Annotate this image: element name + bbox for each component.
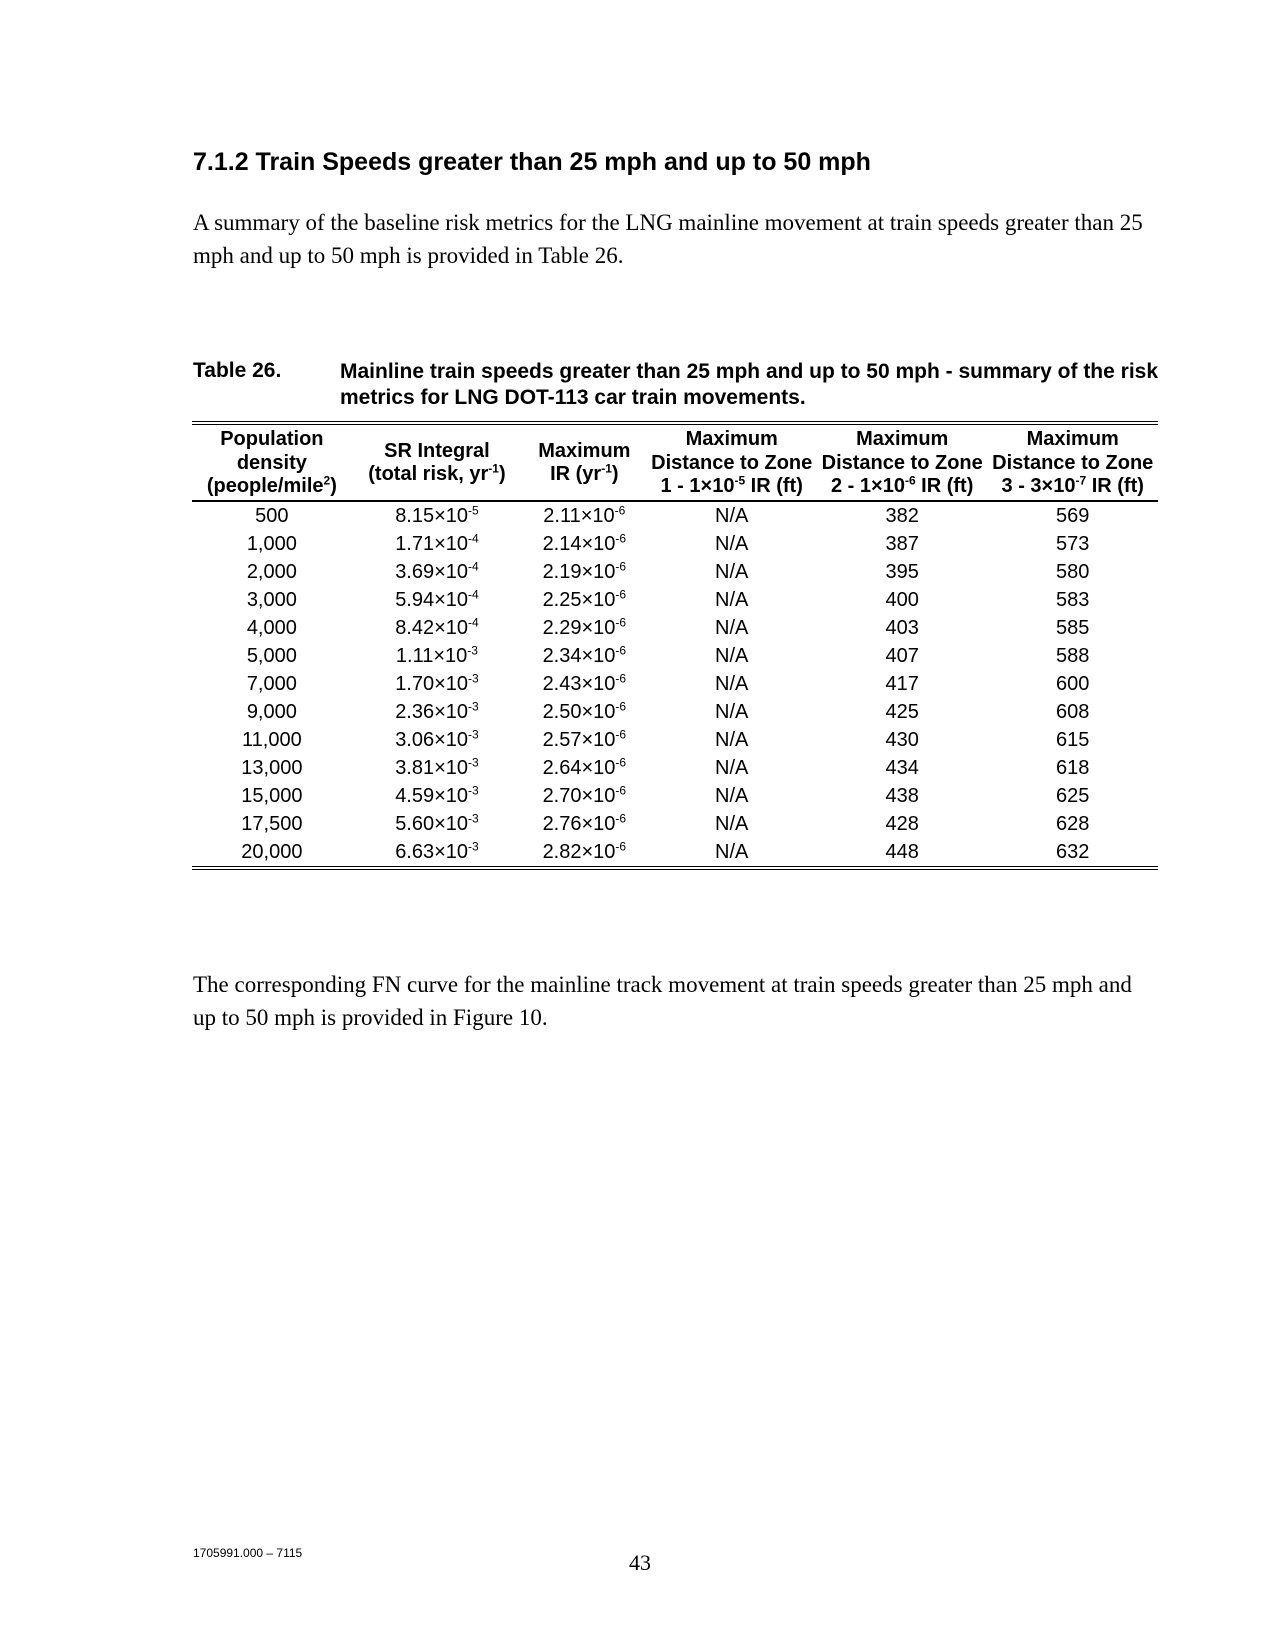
table-row bbox=[192, 810, 1158, 838]
cell-zone-3-distance bbox=[987, 838, 1158, 868]
cell-value: 2.29×10 bbox=[542, 616, 616, 639]
cell-value: 2.19×10 bbox=[542, 560, 616, 583]
cell-zone-2-distance bbox=[817, 782, 988, 810]
cell-exponent: -6 bbox=[615, 726, 627, 741]
cell-value: 3.81×10 bbox=[395, 756, 469, 779]
cell-value: 438 bbox=[885, 784, 919, 807]
cell-value: 2.34×10 bbox=[542, 644, 616, 667]
cell-value: 1,000 bbox=[246, 532, 297, 555]
cell-value: 428 bbox=[885, 812, 919, 835]
cell-value: 434 bbox=[885, 756, 919, 779]
cell-sr-integral bbox=[352, 501, 523, 530]
cell-value: 9,000 bbox=[246, 700, 297, 723]
cell-value: 608 bbox=[1056, 700, 1090, 723]
cell-value: 17,500 bbox=[241, 812, 303, 835]
table-row bbox=[192, 614, 1158, 642]
cell-value: 3.69×10 bbox=[395, 560, 469, 583]
cell-value: N/A bbox=[715, 756, 749, 779]
table-row bbox=[192, 558, 1158, 586]
cell-maximum-ir bbox=[522, 782, 646, 810]
cell-zone-3-distance bbox=[987, 642, 1158, 670]
header-sup: 2 bbox=[323, 473, 331, 488]
cell-value: 600 bbox=[1056, 672, 1090, 695]
header-sup: -6 bbox=[904, 473, 916, 488]
cell-zone-3-distance bbox=[987, 698, 1158, 726]
cell-value: 500 bbox=[255, 504, 289, 527]
header-text-end: IR (ft) bbox=[745, 475, 803, 497]
page-number: 43 bbox=[629, 1550, 651, 1575]
header-text: SR Integral (total risk, yr bbox=[368, 439, 490, 486]
cell-value: 6.63×10 bbox=[395, 840, 469, 863]
cell-value: 2.43×10 bbox=[542, 672, 616, 695]
table-row bbox=[192, 726, 1158, 754]
cell-zone-2-distance bbox=[817, 838, 988, 868]
cell-value: 1.11×10 bbox=[395, 644, 468, 667]
cell-value: 2.57×10 bbox=[542, 728, 616, 751]
cell-value: 20,000 bbox=[241, 840, 303, 863]
cell-exponent: -3 bbox=[468, 754, 479, 769]
cell-value: 625 bbox=[1056, 784, 1090, 807]
cell-zone-3-distance bbox=[987, 782, 1158, 810]
cell-maximum-ir bbox=[522, 754, 646, 782]
cell-value: 2.50×10 bbox=[542, 700, 616, 723]
cell-value: 7,000 bbox=[246, 672, 297, 695]
cell-zone-2-distance bbox=[817, 810, 988, 838]
cell-value: N/A bbox=[715, 840, 749, 863]
cell-value: 2.76×10 bbox=[542, 812, 616, 835]
cell-value: N/A bbox=[715, 644, 749, 667]
cell-zone-2-distance bbox=[817, 698, 988, 726]
col-header-zone-2 bbox=[817, 423, 988, 501]
table-row bbox=[192, 838, 1158, 868]
cell-exponent: -3 bbox=[468, 838, 479, 853]
cell-zone-3-distance bbox=[987, 670, 1158, 698]
header-sup: -5 bbox=[734, 473, 746, 488]
cell-zone-2-distance bbox=[817, 501, 988, 530]
cell-exponent: -3 bbox=[468, 670, 479, 685]
cell-value: 2.25×10 bbox=[542, 588, 616, 611]
cell-zone-2-distance bbox=[817, 754, 988, 782]
cell-sr-integral bbox=[352, 810, 523, 838]
cell-value: 615 bbox=[1056, 728, 1090, 751]
cell-population-density bbox=[192, 530, 352, 558]
table-row bbox=[192, 642, 1158, 670]
cell-zone-2-distance bbox=[817, 642, 988, 670]
cell-maximum-ir bbox=[522, 558, 646, 586]
cell-value: 8.15×10 bbox=[395, 504, 469, 527]
cell-value: 2,000 bbox=[246, 560, 297, 583]
cell-value: 387 bbox=[885, 532, 919, 555]
cell-value: 430 bbox=[885, 728, 919, 751]
cell-zone-1-distance bbox=[646, 838, 817, 868]
cell-zone-2-distance bbox=[817, 558, 988, 586]
col-header-sr-integral bbox=[352, 423, 523, 501]
cell-exponent: -6 bbox=[615, 698, 627, 713]
table-header-row bbox=[192, 423, 1158, 501]
cell-exponent: -6 bbox=[614, 502, 626, 517]
cell-maximum-ir bbox=[522, 614, 646, 642]
cell-exponent: -3 bbox=[468, 698, 479, 713]
cell-value: 628 bbox=[1056, 812, 1090, 835]
header-text-end: ) bbox=[498, 463, 506, 486]
cell-value: 5.94×10 bbox=[395, 588, 469, 611]
cell-value: N/A bbox=[715, 532, 749, 555]
cell-sr-integral bbox=[352, 670, 523, 698]
cell-maximum-ir bbox=[522, 726, 646, 754]
cell-value: 4.59×10 bbox=[395, 784, 469, 807]
cell-zone-1-distance bbox=[646, 754, 817, 782]
cell-sr-integral bbox=[352, 642, 523, 670]
cell-maximum-ir bbox=[522, 810, 646, 838]
cell-exponent: -3 bbox=[468, 810, 479, 825]
cell-population-density bbox=[192, 642, 352, 670]
cell-value: 8.42×10 bbox=[395, 616, 469, 639]
cell-exponent: -6 bbox=[615, 838, 627, 853]
section-heading: 7.1.2 Train Speeds greater than 25 mph and up to 50 mph bbox=[193, 148, 871, 176]
table-caption: Mainline train speeds greater than 25 mph and up to 50 mph - summary of the risk metrics for LNG DOT-113 car train movements. bbox=[340, 360, 1159, 409]
cell-sr-integral bbox=[352, 530, 523, 558]
cell-maximum-ir bbox=[522, 586, 646, 614]
header-sup: -1 bbox=[488, 461, 499, 476]
cell-value: 569 bbox=[1056, 504, 1090, 527]
col-header-maximum-ir bbox=[522, 423, 646, 501]
cell-zone-1-distance bbox=[646, 501, 817, 530]
cell-value: 580 bbox=[1056, 560, 1090, 583]
cell-value: 585 bbox=[1056, 616, 1090, 639]
cell-zone-2-distance bbox=[817, 670, 988, 698]
cell-value: 403 bbox=[885, 616, 919, 639]
cell-value: 1.70×10 bbox=[395, 672, 469, 695]
closing-paragraph: The corresponding FN curve for the mainline track movement at train speeds greater than 25 mph and up to 50 mph is provided in Figure 10. bbox=[193, 972, 1132, 1030]
header-text: Maximum Distance to Zone 2 - 1×10 bbox=[821, 428, 983, 497]
cell-exponent: -6 bbox=[615, 642, 627, 657]
cell-zone-1-distance bbox=[646, 614, 817, 642]
cell-population-density bbox=[192, 838, 352, 868]
cell-maximum-ir bbox=[522, 698, 646, 726]
header-sup: -1 bbox=[601, 461, 612, 476]
cell-exponent: -6 bbox=[615, 614, 627, 629]
cell-zone-2-distance bbox=[817, 530, 988, 558]
cell-population-density bbox=[192, 726, 352, 754]
cell-value: 1.71×10 bbox=[395, 532, 469, 555]
cell-population-density bbox=[192, 754, 352, 782]
cell-value: 588 bbox=[1056, 644, 1090, 667]
cell-exponent: -3 bbox=[467, 642, 478, 657]
col-header-zone-3 bbox=[987, 423, 1158, 501]
cell-value: 632 bbox=[1056, 840, 1090, 863]
cell-value: 400 bbox=[885, 588, 919, 611]
cell-zone-3-distance bbox=[987, 501, 1158, 530]
table-row bbox=[192, 670, 1158, 698]
cell-value: 583 bbox=[1056, 588, 1090, 611]
cell-value: N/A bbox=[715, 588, 749, 611]
cell-exponent: -4 bbox=[468, 586, 479, 601]
cell-zone-3-distance bbox=[987, 754, 1158, 782]
cell-value: 3.06×10 bbox=[395, 728, 469, 751]
cell-population-density bbox=[192, 501, 352, 530]
cell-zone-1-distance bbox=[646, 530, 817, 558]
cell-zone-1-distance bbox=[646, 782, 817, 810]
risk-metrics-table bbox=[192, 421, 1158, 870]
header-text: Maximum Distance to Zone 1 - 1×10 bbox=[651, 428, 813, 497]
cell-zone-2-distance bbox=[817, 726, 988, 754]
cell-value: 11,000 bbox=[242, 728, 302, 751]
cell-value: 448 bbox=[885, 840, 919, 863]
cell-zone-3-distance bbox=[987, 530, 1158, 558]
cell-maximum-ir bbox=[522, 838, 646, 868]
cell-value: N/A bbox=[715, 616, 749, 639]
cell-value: 407 bbox=[885, 644, 919, 667]
cell-value: N/A bbox=[715, 672, 749, 695]
header-text: Maximum IR (yr bbox=[538, 439, 631, 486]
cell-sr-integral bbox=[352, 782, 523, 810]
cell-maximum-ir bbox=[522, 642, 646, 670]
cell-sr-integral bbox=[352, 614, 523, 642]
table-row bbox=[192, 698, 1158, 726]
cell-value: 573 bbox=[1056, 532, 1090, 555]
cell-zone-1-distance bbox=[646, 586, 817, 614]
header-sup: -7 bbox=[1075, 473, 1087, 488]
cell-maximum-ir bbox=[522, 670, 646, 698]
table-row bbox=[192, 586, 1158, 614]
cell-exponent: -3 bbox=[468, 726, 479, 741]
header-text-end: IR (ft) bbox=[915, 475, 974, 497]
cell-value: 2.64×10 bbox=[542, 756, 616, 779]
table-row bbox=[192, 754, 1158, 782]
cell-value: N/A bbox=[715, 700, 749, 723]
cell-population-density bbox=[192, 698, 352, 726]
cell-zone-3-distance bbox=[987, 614, 1158, 642]
cell-exponent: -4 bbox=[468, 530, 479, 545]
cell-value: N/A bbox=[715, 728, 749, 751]
cell-value: N/A bbox=[715, 812, 749, 835]
header-text-end: IR (ft) bbox=[1086, 475, 1144, 497]
cell-sr-integral bbox=[352, 698, 523, 726]
cell-value: 2.11×10 bbox=[543, 504, 615, 527]
cell-population-density bbox=[192, 670, 352, 698]
cell-population-density bbox=[192, 586, 352, 614]
cell-population-density bbox=[192, 558, 352, 586]
document-number: 1705991.000 – 7115 bbox=[193, 1546, 303, 1560]
cell-exponent: -6 bbox=[615, 670, 627, 685]
cell-exponent: -6 bbox=[615, 530, 627, 545]
cell-value: 2.14×10 bbox=[542, 532, 616, 555]
cell-sr-integral bbox=[352, 838, 523, 868]
cell-exponent: -6 bbox=[615, 782, 627, 797]
cell-exponent: -6 bbox=[615, 754, 627, 769]
cell-population-density bbox=[192, 614, 352, 642]
cell-value: 2.82×10 bbox=[542, 840, 616, 863]
cell-sr-integral bbox=[352, 754, 523, 782]
cell-zone-3-distance bbox=[987, 586, 1158, 614]
cell-value: N/A bbox=[715, 784, 749, 807]
cell-zone-2-distance bbox=[817, 586, 988, 614]
cell-zone-1-distance bbox=[646, 670, 817, 698]
cell-value: 2.70×10 bbox=[542, 784, 616, 807]
cell-value: 4,000 bbox=[246, 616, 297, 639]
cell-exponent: -4 bbox=[468, 614, 479, 629]
cell-population-density bbox=[192, 782, 352, 810]
cell-zone-3-distance bbox=[987, 726, 1158, 754]
cell-zone-3-distance bbox=[987, 810, 1158, 838]
table-row bbox=[192, 782, 1158, 810]
table-row bbox=[192, 501, 1158, 530]
header-text: Maximum Distance to Zone 3 - 3×10 bbox=[992, 428, 1154, 497]
header-text-end: ) bbox=[611, 463, 619, 486]
cell-zone-1-distance bbox=[646, 810, 817, 838]
cell-maximum-ir bbox=[522, 530, 646, 558]
table-body bbox=[192, 501, 1158, 868]
cell-maximum-ir bbox=[522, 501, 646, 530]
cell-exponent: -3 bbox=[468, 782, 479, 797]
cell-value: 5,000 bbox=[246, 644, 297, 667]
cell-zone-1-distance bbox=[646, 558, 817, 586]
cell-population-density bbox=[192, 810, 352, 838]
cell-sr-integral bbox=[352, 558, 523, 586]
cell-value: 382 bbox=[885, 504, 919, 527]
table-label: Table 26. bbox=[193, 359, 282, 382]
intro-paragraph: A summary of the baseline risk metrics for the LNG mainline movement at train speeds greater than 25 mph and up to 50 mph is provided in Table 26. bbox=[193, 210, 1143, 268]
cell-value: 425 bbox=[885, 700, 919, 723]
cell-zone-1-distance bbox=[646, 642, 817, 670]
col-header-population-density bbox=[192, 423, 352, 501]
cell-value: 618 bbox=[1056, 756, 1090, 779]
cell-zone-1-distance bbox=[646, 726, 817, 754]
cell-zone-3-distance bbox=[987, 558, 1158, 586]
cell-sr-integral bbox=[352, 586, 523, 614]
cell-exponent: -6 bbox=[615, 586, 627, 601]
cell-value: 3,000 bbox=[246, 588, 297, 611]
cell-value: 15,000 bbox=[241, 784, 303, 807]
col-header-zone-1 bbox=[646, 423, 817, 501]
cell-value: 2.36×10 bbox=[395, 700, 469, 723]
cell-value: N/A bbox=[715, 504, 749, 527]
cell-value: 395 bbox=[885, 560, 919, 583]
header-text: Population density (people/mile bbox=[206, 428, 324, 497]
cell-value: N/A bbox=[715, 560, 749, 583]
cell-exponent: -5 bbox=[468, 502, 479, 517]
cell-value: 417 bbox=[885, 672, 919, 695]
cell-value: 5.60×10 bbox=[395, 812, 469, 835]
cell-sr-integral bbox=[352, 726, 523, 754]
cell-value: 13,000 bbox=[241, 756, 303, 779]
cell-exponent: -6 bbox=[615, 810, 627, 825]
cell-zone-1-distance bbox=[646, 698, 817, 726]
cell-zone-2-distance bbox=[817, 614, 988, 642]
table-row bbox=[192, 530, 1158, 558]
cell-exponent: -4 bbox=[468, 558, 479, 573]
cell-exponent: -6 bbox=[615, 558, 627, 573]
header-text-end: ) bbox=[330, 475, 337, 497]
